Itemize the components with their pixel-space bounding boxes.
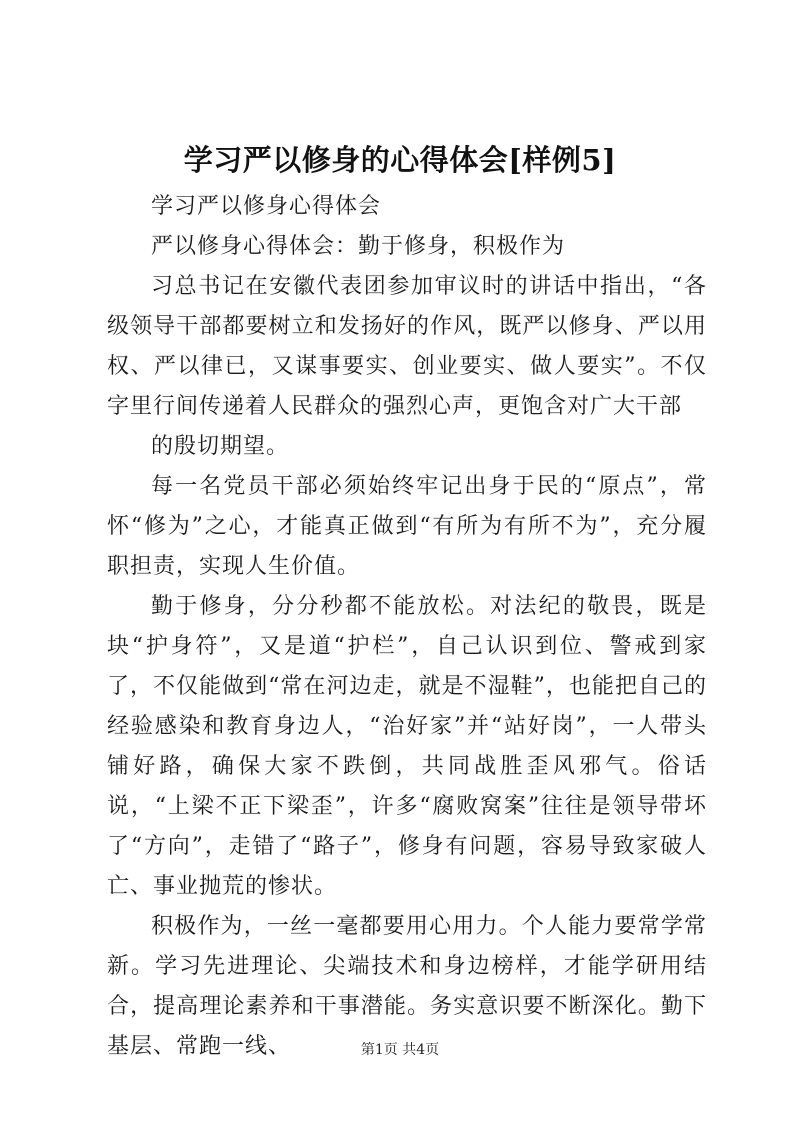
paragraph-subtitle: 严以修身心得体会：勤于修身，积极作为	[151, 234, 566, 259]
paragraph: 习总书记在安徽代表团参加审议时的讲话中指出，“各级领导干部都要树立和发扬好的作风，既严以修身、严以用权、严以律已，又谋事要实、创业要实、做人要实”。不仅字里行间传递着人民群众的强烈心声，更饱含对广大干部	[107, 274, 707, 419]
document-title: 学习严以修身的心得体会[样例5]	[183, 143, 617, 177]
paragraph-heading: 学习严以修身心得体会	[151, 194, 382, 219]
document-body	[107, 187, 707, 1067]
paragraph: 勤于修身，分分秒都不能放松。对法纪的敬畏，既是块“护身符”，又是道“护栏”，自己认识到位、警戒到家了，不仅能做到“常在河边走，就是不湿鞋”，也能把自己的经验感染和教育身边人，“治好家”并“站好岗”，一人带头铺好路，确保大家不跌倒，共同战胜歪风邪气。俗话说，“上梁不正下梁歪”，许多“腐败窝案”往往是领导带坏了“方向”，走错了“路子”，修身有问题，容易导致家破人亡、事业抛荒的惨状。	[107, 594, 707, 899]
paragraph: 每一名党员干部必须始终牢记出身于民的“原点”，常怀“修为”之心，才能真正做到“有所为有所不为”，充分履职担责，实现人生价值。	[107, 474, 707, 579]
paragraph: 积极作为，一丝一毫都要用心用力。个人能力要常学常新。学习先进理论、尖端技术和身边榜样，才能学研用结合，提高理论素养和干事潜能。务实意识要不断深化。勤下基层、常跑一线、	[107, 914, 707, 1059]
page-footer: 第1页 共4页	[360, 1042, 440, 1058]
paragraph: 的殷切期望。	[151, 434, 290, 459]
